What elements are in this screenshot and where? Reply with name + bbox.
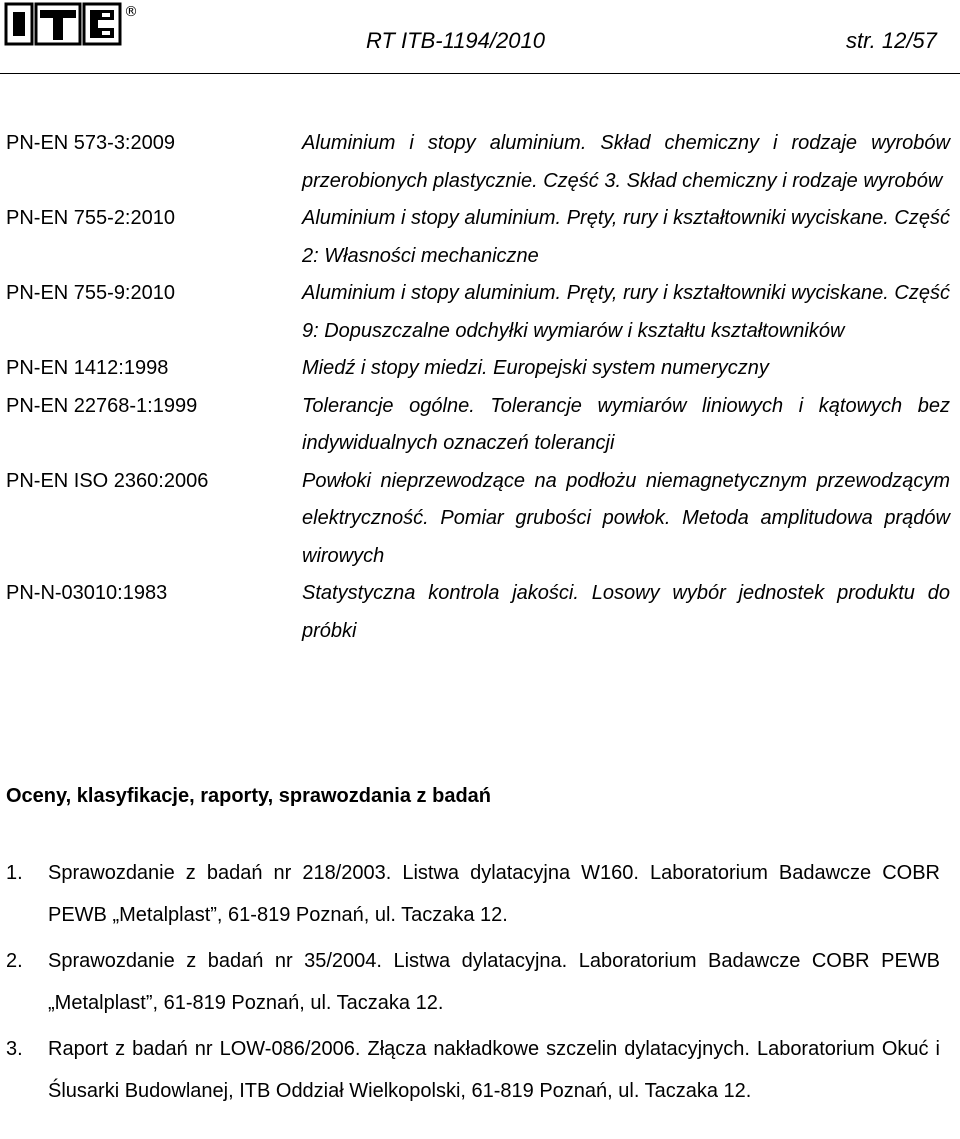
standards-list [6,125,950,650]
header-rule [0,73,960,74]
registered-mark: ® [124,4,138,20]
standard-row [6,388,950,463]
standard-row [6,350,950,388]
standard-code: PN-EN 573-3:2009 [6,132,175,154]
standard-code: PN-EN ISO 2360:2006 [6,469,209,492]
standard-title: Aluminium i stopy aluminium. Skład chemiczny i rodzaje wyrobów przerobionych plastycznie. Część 3. Skład chemiczny i rodzaje wyrobów [302,132,950,192]
report-number: 1. [6,862,23,884]
standard-title: Tolerancje ogólne. Tolerancje wymiarów liniowych i kątowych bez indywidualnych oznaczeń tolerancji [302,394,950,454]
standard-code: PN-EN 22768-1:1999 [6,394,198,417]
reports-list [6,853,940,1117]
standard-row [6,125,950,200]
page-number: str. 12/57 [846,28,937,53]
report-item [6,941,940,1024]
report-text: Raport z badań nr LOW-086/2006. Złącza nakładkowe szczelin dylatacyjnych. Laboratorium Okuć i Ślusarki Budowlanej, ITB Oddział Wielkopolski, 61-819 Poznań, ul. Taczaka 12. [48,1038,940,1102]
standard-code: PN-EN 755-2:2010 [6,207,175,229]
report-text: Sprawozdanie z badań nr 35/2004. Listwa dylatacyjna. Laboratorium Badawcze COBR PEWB „Metalplast”, 61-819 Poznań, ul. Taczaka 12. [48,950,940,1014]
standard-title: Miedź i stopy miedzi. Europejski system numeryczny [302,357,769,379]
itb-logo [4,2,136,46]
standard-code: PN-EN 1412:1998 [6,357,169,379]
standard-row [6,200,950,275]
standard-title: Aluminium i stopy aluminium. Pręty, rury i kształtowniki wyciskane. Część 2: Własności mechaniczne [302,207,950,267]
standard-title: Statystyczna kontrola jakości. Losowy wybór jednostek produktu do próbki [302,582,950,642]
report-text: Sprawozdanie z badań nr 218/2003. Listwa dylatacyjna W160. Laboratorium Badawcze COBR PEWB „Metalplast”, 61-819 Poznań, ul. Taczaka 12. [48,862,940,926]
standard-title: Aluminium i stopy aluminium. Pręty, rury i kształtowniki wyciskane. Część 9: Dopuszczalne odchyłki wymiarów i kształtu kształtowników [302,282,950,342]
section-heading: Oceny, klasyfikacje, raporty, sprawozdania z badań [6,785,491,807]
standard-row [6,575,950,650]
report-item [6,853,940,936]
standard-code: PN-N-03010:1983 [6,582,168,604]
report-number: 2. [6,950,23,972]
standard-row [6,463,950,576]
report-number: 3. [6,1038,23,1060]
standard-code: PN-EN 755-9:2010 [6,282,175,304]
document-reference: RT ITB-1194/2010 [366,28,545,53]
standard-row [6,275,950,350]
report-item [6,1029,940,1112]
standard-title: Powłoki nieprzewodzące na podłożu niemagnetycznym przewodzącym elektryczność. Pomiar grubości powłok. Metoda amplitudowa prądów wirowych [302,469,950,567]
